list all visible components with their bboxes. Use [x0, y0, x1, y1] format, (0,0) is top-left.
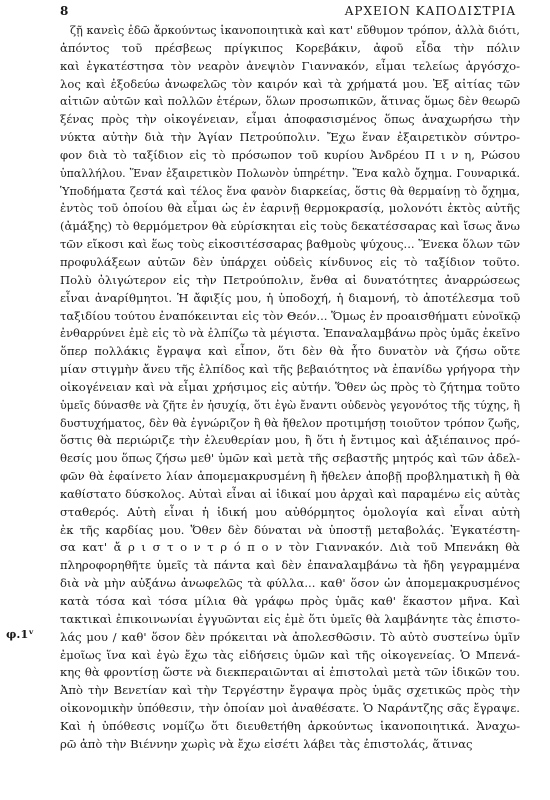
- text-line: κατὰ τόσα καὶ τόσα μίλια θὰ γράφω πρὸς ὑμᾶς καθ' ἕκαστον μῆνα. Καὶ: [60, 594, 520, 608]
- page-number: 8: [60, 4, 69, 18]
- text-line: Πολὺ ὀλιγώτερον εἰς τὴν Πετρούπολιν, ἔνθα αἱ δυνατότητες ἀναρρώσεως: [60, 272, 520, 287]
- text-line: ὅπερ πολλάκις ἔγραψα καὶ εἶπον, ὅτι δὲν θὰ ἦτο δυνατὸν νὰ ζήσω οὔτε: [60, 344, 520, 359]
- text-line: μίαν στιγμὴν ἄνευ τῆς ἐλπίδος καὶ τῆς βεβαιότητος νὰ ἐπανίδω γρήγορα τὴν: [60, 362, 520, 377]
- text-line: οἰκονομικὴν ὑπόθεσιν, τὴν ὁποίαν μοὶ ἀναθέσατε. Ὁ Ναράντζης σᾶς ἔγραψε.: [60, 701, 520, 716]
- text-line: (ἀμάξης) τὸ θερμόμετρον θὰ εὑρίσκηται εἰς τοὺς δεκατέσσαρας καὶ ἴσως ἄνω: [60, 219, 520, 234]
- text-line: ὅστις θὰ περιώριζε τὴν ἐλευθερίαν μου, ἢ ὅτι ἡ ἔντιμος καὶ ἀξιέπαινος πρό-: [60, 433, 520, 448]
- text-line: κης θὰ φροντίσῃ ὥστε νὰ διεκπεραιῶνται αἱ ἐπιστολαὶ μετὰ τῶν ἰδικῶν του.: [60, 665, 520, 680]
- running-title: ΑΡΧΕΙΟΝ ΚΑΠΟΔΙΣΤΡΙΑ: [344, 4, 516, 18]
- text-line: καὶ ἐγκατέστησα τὸν νεαρὸν ἀνεψιὸν Γιαννακόν, εἶμαι τελείως ἀργόσχο-: [60, 58, 520, 73]
- text-line: πληροφορηθῆτε ὑμεῖς τὰ πάντα καὶ δὲν ἐπαναλαμβάνω τὰ ἤδη γεγραμμένα: [60, 558, 520, 573]
- text-line: προφυλάξεων αὐτῶν δὲν ὑπάρχει οὐδεὶς κίνδυνος εἰς τὸ ταξίδιον τοῦτο.: [60, 254, 520, 269]
- text-line: ταξιδίου τούτου ἐναπόκεινται εἰς τὸν Θεόν... Ὅμως ἐν προαισθήματι εὐνοϊκῷ: [60, 308, 520, 323]
- text-line: σταθερός. Αὐτὴ εἶναι ἡ ἰδική μου αὐθόρμητος ὁμολογία καὶ εἶναι αὐτὴ: [60, 504, 520, 519]
- body-text: [60, 22, 520, 754]
- text-line: ζῇ κανεὶς ἐδῶ ἄρκούντως ἱκανοποιητικὰ καὶ κατ' εὔθυμον τρόπον, ἀλλὰ διότι,: [70, 24, 520, 37]
- text-line: ἐνθαρρύνει ἐμὲ εἰς τὸ νὰ ἐλπίζω τὰ μέγιστα. Ἐπαναλαμβάνω πρὸς ὑμᾶς ἐκεῖνο: [60, 326, 520, 341]
- text-line: ἐντὸς τοῦ ὁποίου θὰ εἶμαι ὡς ἐν ἐαρινῇ θερμοκρασίᾳ, μολονότι ἐκτὸς αὐτῆς: [60, 201, 520, 216]
- text-line: ἐκ τῆς καρδίας μου. Ὅθεν δὲν δύναται νὰ ὑποστῇ μεταβολάς. Ἐγκατέστη-: [60, 522, 520, 537]
- text-line: φῶν θὰ ἐφαίνετο λίαν ἀπομεμακρυσμένη ἢ ἤθελεν ἀποβῇ προβληματικὴ ἢ θὰ: [60, 469, 520, 484]
- text-line: εἶναι ἀναρίθμητοι. Ἡ ἄφιξίς μου, ἡ ὑποδοχή, ἡ διαμονή, τὸ ἀποτέλεσμα τοῦ: [60, 290, 520, 305]
- text-line: ρῶ ἀπὸ τὴν Βιέννην χωρὶς νὰ ἔχω εἰσέτι λάβει τὰς ἐπιστολάς, ἅτινας: [60, 736, 473, 751]
- text-line: ὑπαλλήλου. Ἕναν ἐξαιρετικὸν Πολωνὸν ὑπηρέτην. Ἕνα καλὸ ὄχημα. Γουναρικά.: [60, 166, 520, 180]
- text-line: ξένας πρὸς τὴν οἰκογένειαν, εἶμαι ἀποφασισμένος ὅπως ἀναχωρήσω τὴν: [60, 112, 520, 127]
- text-line: φον διὰ τὸ ταξίδιον εἰς τὸ πρόσωπον τοῦ κυρίου Ἀνδρέου Π ι ν η, Ρώσου: [60, 147, 520, 162]
- text-line: ἐμοῖως ἵνα καὶ ἐγὼ ἔχω τὰς εἰδήσεις ὑμῶν καὶ τῆς οἰκογενείας. Ὁ Μπενά-: [60, 647, 520, 662]
- text-line: λάς μου / καθ' ὅσον δὲν πρόκειται νὰ ἀπολεσθῶσιν. Τὸ αὐτὸ συστείνω ὑμῖν: [60, 629, 520, 644]
- text-line: αἰτιῶν αὐτῶν καὶ πολλῶν ἑτέρων, ὅλων προσωπικῶν, ἅτινας ὅμως δὲν θεωρῶ: [60, 94, 520, 109]
- text-line: σα κατ' ἄ ρ ι σ τ ο ν τ ρ ό π ο ν τὸν Γιαννακόν. Διὰ τοῦ Μπενάκη θὰ: [60, 540, 520, 555]
- text-line: νύκτα αὐτὴν διὰ τὴν Ἁγίαν Πετρούπολιν. Ἔχω ἕναν ἐξαιρετικὸν σύντρο-: [60, 130, 520, 145]
- text-line: λος καὶ ἐξοδεύω ἀνωφελῶς τὸν καιρόν καὶ τὰ χρήματά μου. Ἐξ αἰτίας τῶν: [60, 76, 520, 91]
- text-line: Ὑποδήματα ζεστά καὶ τέλος ἕνα φανὸν διαρκείας, ὅστις θὰ θερμαίνῃ τὸ ὄχημα,: [60, 184, 520, 198]
- text-line: τῶν εἴκοσι καὶ ἕως τοὺς εἰκοσιτέσσαρας βαθμοὺς ψύχους... Ἕνεκα ὅλων τῶν: [60, 237, 520, 252]
- text-line: ὑμεῖς δύνασθε νὰ ζῆτε ἐν ἡσυχίᾳ, ὅτι ἐγὼ ἔναντι οὐδενὸς γεγονότος τῆς τύχης, ἢ: [60, 398, 520, 412]
- text-line: τακτικαὶ ἐπικοινωνίαι ἐγγυῶνται εἰς ἐμὲ ὅτι ὑμεῖς θὰ λαμβάνητε τὰς ἐπιστο-: [60, 611, 520, 626]
- text-line: δυστυχήματος, δὲν θὰ ἐγνώριζον ἢ θὰ ἤθελον προτιμήσῃ τοιοῦτον τρόπον ζωῆς,: [60, 416, 520, 430]
- page-header: [60, 4, 516, 22]
- text-line: ἀπόντος τοῦ πρέσβεως πρίγκιπος Κορεβάκιν, ἀφοῦ εἶδα τὴν πόλιν: [60, 40, 520, 55]
- text-line: θεσίς μου ὅπως ζήσω μεθ' ὑμῶν καὶ μετὰ τῆς σεβαστῆς μητρός καὶ τῶν ἀδελ-: [60, 451, 520, 466]
- text-line: οἰκογένειαν καὶ νὰ εἶμαι χρήσιμος εἰς αὐτήν. Ὅθεν ὡς πρὸς τὸ ζήτημα τοῦτο: [60, 379, 520, 394]
- text-line: διὰ νὰ μὴν αὐξάνω ἀνωφελῶς τὰ φύλλα... καθ' ὅσον ὡν ἀπομεμακρυσμένος: [60, 576, 520, 591]
- text-line: Ἀπὸ τὴν Βενετίαν καὶ τὴν Τεργέστην ἔγραψα πρὸς ὑμᾶς σχετικῶς πρὸς τὴν: [60, 683, 520, 698]
- text-line: καθίστατο δύσκολος. Αὐταὶ εἶναι αἱ ἰδικαί μου ἀρχαὶ καὶ παραμένω εἰς αὐτὰς: [60, 486, 520, 501]
- text-line: Καὶ ἡ ὑπόθεσις νομίζω ὅτι διευθετήθη ἀρκούντως ἱκανοποιητικά. Ἀναχω-: [60, 718, 520, 733]
- folio-margin-note: φ.1ᵛ: [6, 627, 35, 641]
